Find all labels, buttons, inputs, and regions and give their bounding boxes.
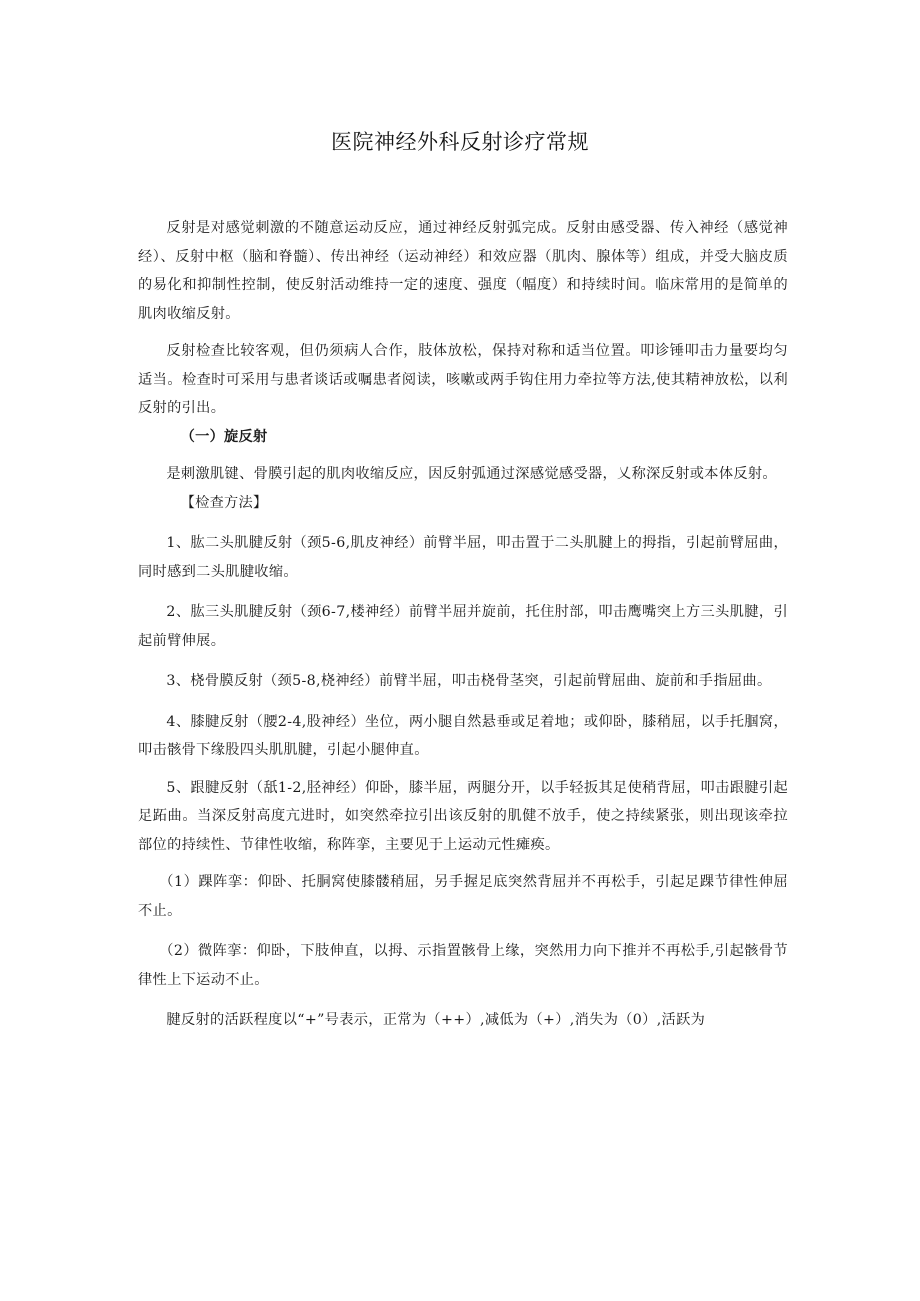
sub-item-1: （1）踝阵挛：仰卧、托胴窝使膝髅稍屈，另手握足底突然背屈并不再松手，引起足踝节律性伸屈不止。 xyxy=(138,874,788,919)
method-heading: 【检查方法】 xyxy=(180,494,268,511)
section-heading: （一）旋反射 xyxy=(180,428,268,445)
paragraph-closing: 腱反射的活跃程度以“+”号表示，正常为（++）,减低为（+）,消失为（0）,活跃为 xyxy=(166,1012,706,1028)
method-item-4: 4、膝腱反射（腰2-4,股神经）坐位，两小腿自然悬垂或足着地；或仰卧，膝稍屈，以手托腘窝，叩击骸骨下缘股四头肌肌腱，引起小腿伸直。 xyxy=(138,713,788,758)
document-body xyxy=(138,214,788,1035)
method-item-1: 1、肱二头肌腱反射（颈5-6,肌皮神经）前臂半屈，叩击置于二头肌腱上的拇指，引起前臂屈曲，同时感到二头肌腱收缩。 xyxy=(138,535,788,580)
method-item-2: 2、肱三头肌腱反射（颈6-7,楼神经）前臂半屈并旋前，托住肘部，叩击鹰嘴突上方三头肌腱，引起前臂伸展。 xyxy=(138,604,788,649)
section-description: 是刺激肌键、骨膜引起的肌肉收缩反应，因反射弧通过深感觉感受器，乂称深反射或本体反射。 xyxy=(166,466,777,482)
paragraph-intro-1: 反射是对感觉刺激的不随意运动反应，通过神经反射弧完成。反射由感受器、传入神经（感觉神经）、反射中枢（脑和脊髓）、传出神经（运动神经）和效应器（肌肉、腺体等）组成，并受大脑皮质的易化和抑制性控制，使反射活动维持一定的速度、强度（幅度）和持续时间。临床常用的是简单的肌肉收缩反射。 xyxy=(138,220,788,322)
method-item-5: 5、跟腱反射（舐1-2,胫神经）仰卧，膝半屈，两腿分开，以手轻扳其足使稍背屈，叩击跟腱引起足跖曲。当深反射高度亢进时，如突然牵拉引出该反射的肌健不放手，使之持续紧张，则出现该牵拉部位的持续性、节律性收缩，称阵挛，主要见于上运动元性瘫痪。 xyxy=(138,779,788,853)
sub-item-2: （2）微阵挛：仰卧，下肢伸直，以拇、示指置骸骨上缘，突然用力向下推并不再松手,引起骸骨节律性上下运动不止。 xyxy=(138,943,788,988)
method-item-3: 3、桡骨膜反射（颈5-8,桡神经）前臂半屈，叩击桡骨茎突，引起前臂屈曲、旋前和手指屈曲。 xyxy=(166,673,772,689)
page-title: 医院神经外科反射诊疗常规 xyxy=(331,130,589,154)
paragraph-intro-2: 反射检查比较客观，但仍须病人合作，肢体放松，保持对称和适当位置。叩诊锤叩击力量要均匀适当。检查时可采用与患者谈话或嘱患者阅读，咳嗽或两手钩住用力牵拉等方法,使其精神放松，以利反射的引出。 xyxy=(138,343,788,416)
